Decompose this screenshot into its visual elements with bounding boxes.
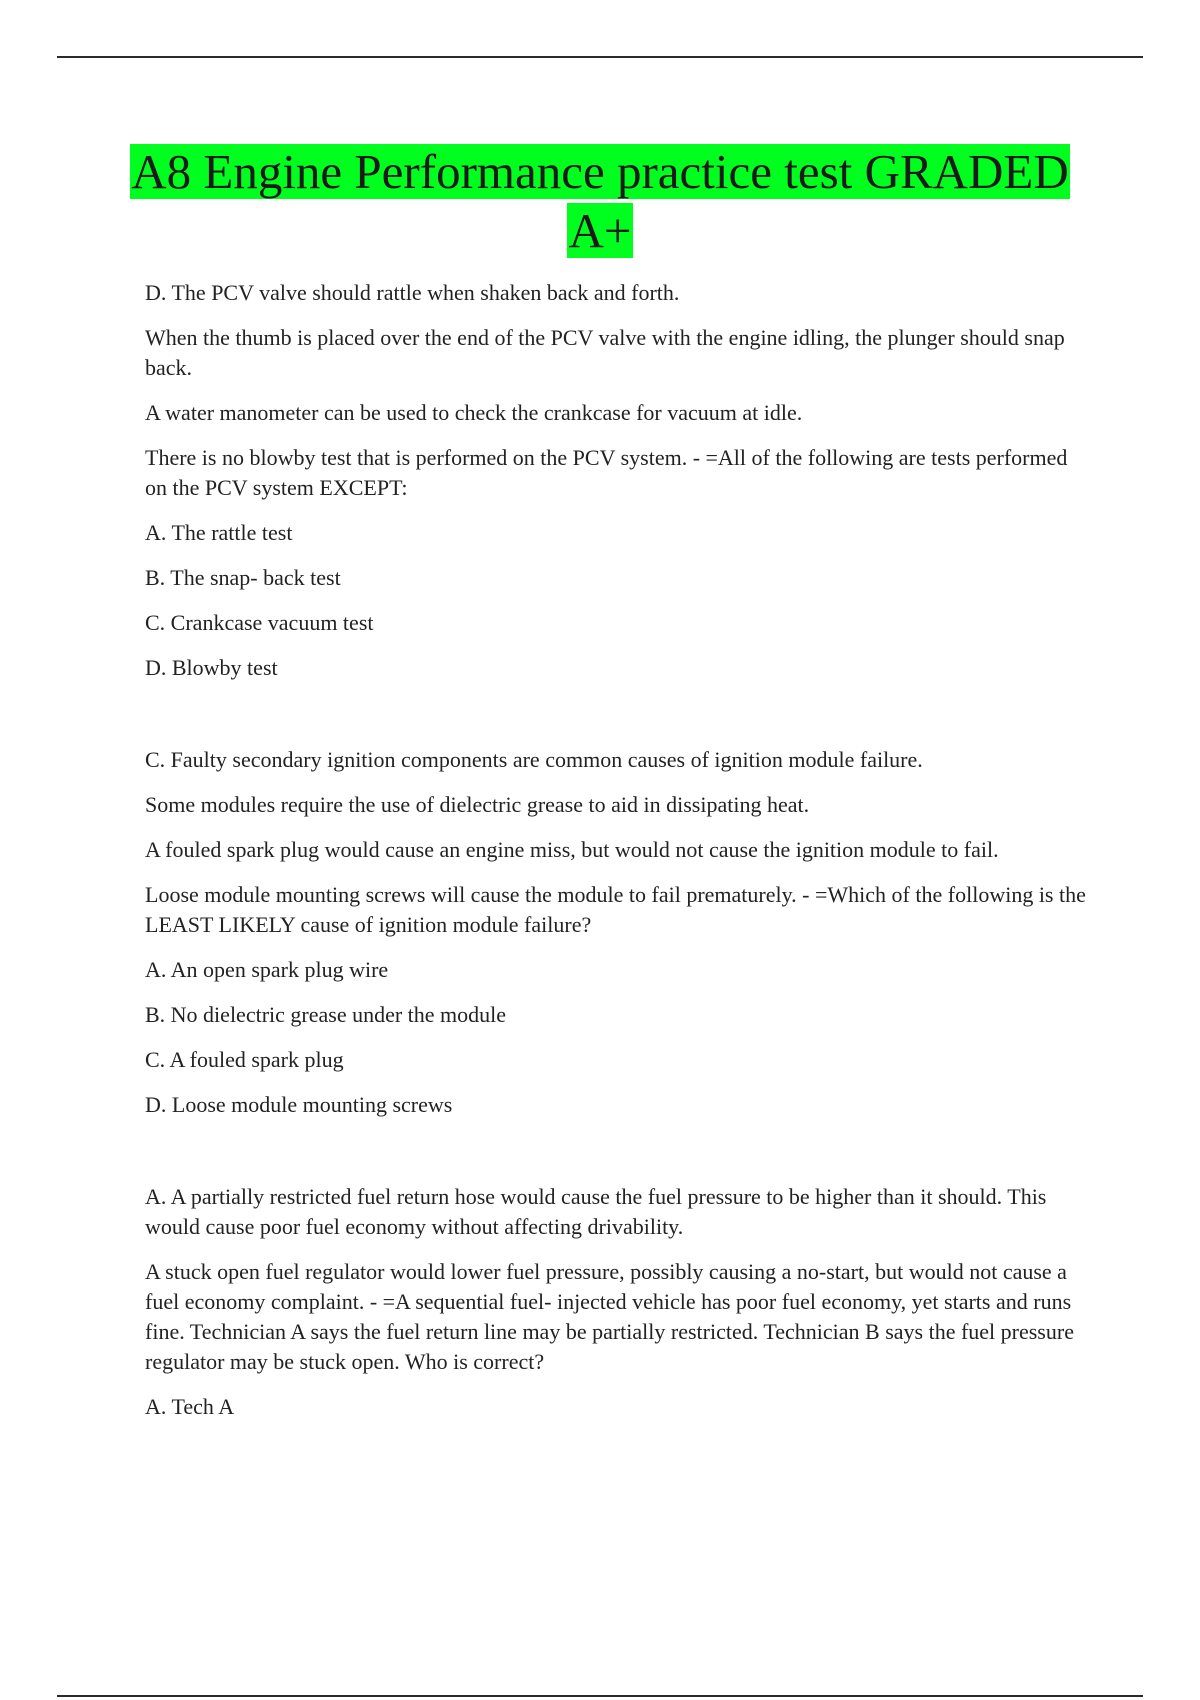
answer-explanation: D. The PCV valve should rattle when shaken back and forth. <box>145 280 680 305</box>
option-a: A. Tech A <box>145 1394 235 1419</box>
top-rule <box>57 56 1143 58</box>
question-block-ignition-module <box>145 745 1090 1120</box>
explanation-text: A water manometer can be used to check the crankcase for vacuum at idle. <box>145 400 803 425</box>
block-spacer <box>145 1135 1090 1182</box>
option-b: B. No dielectric grease under the module <box>145 1002 507 1027</box>
option-c: C. A fouled spark plug <box>145 1047 344 1072</box>
answer-explanation: A. A partially restricted fuel return hose would cause the fuel pressure to be higher than it should. This would cause poor fuel economy without affecting drivability. <box>145 1184 1047 1239</box>
option-c: C. Crankcase vacuum test <box>145 610 374 635</box>
question-block-pcv <box>145 278 1090 683</box>
explanation-text: When the thumb is placed over the end of the PCV valve with the engine idling, the plunger should snap back. <box>145 325 1065 380</box>
option-d: D. Blowby test <box>145 655 278 680</box>
option-a: A. An open spark plug wire <box>145 957 389 982</box>
option-b: B. The snap- back test <box>145 565 341 590</box>
explanation-text: A fouled spark plug would cause an engine miss, but would not cause the ignition module to fail. <box>145 837 999 862</box>
bottom-rule <box>57 1695 1143 1697</box>
option-d: D. Loose module mounting screws <box>145 1092 453 1117</box>
question-text: A stuck open fuel regulator would lower fuel pressure, possibly causing a no-start, but would not cause a fuel economy complaint. - =A sequential fuel- injected vehicle has poor fuel economy, yet starts and runs fine. Technician A says the fuel return line may be partially restricted. Technician B says the fuel pressure regulator may be stuck open. Who is correct? <box>145 1259 1074 1374</box>
question-text: There is no blowby test that is performed on the PCV system. - =All of the following are tests performed on the PCV system EXCEPT: <box>145 445 1068 500</box>
title-line-2: A+ <box>568 203 632 258</box>
question-text: Loose module mounting screws will cause the module to fail prematurely. - =Which of the following is the LEAST LIKELY cause of ignition module failure? <box>145 882 1086 937</box>
document-body <box>145 278 1090 1437</box>
explanation-text: Some modules require the use of dielectric grease to aid in dissipating heat. <box>145 792 810 817</box>
question-block-fuel-economy <box>145 1182 1090 1422</box>
document-title <box>60 142 1140 260</box>
title-line-1: A8 Engine Performance practice test GRADED <box>131 144 1069 199</box>
block-spacer <box>145 698 1090 745</box>
answer-explanation: C. Faulty secondary ignition components are common causes of ignition module failure. <box>145 747 923 772</box>
option-a: A. The rattle test <box>145 520 293 545</box>
